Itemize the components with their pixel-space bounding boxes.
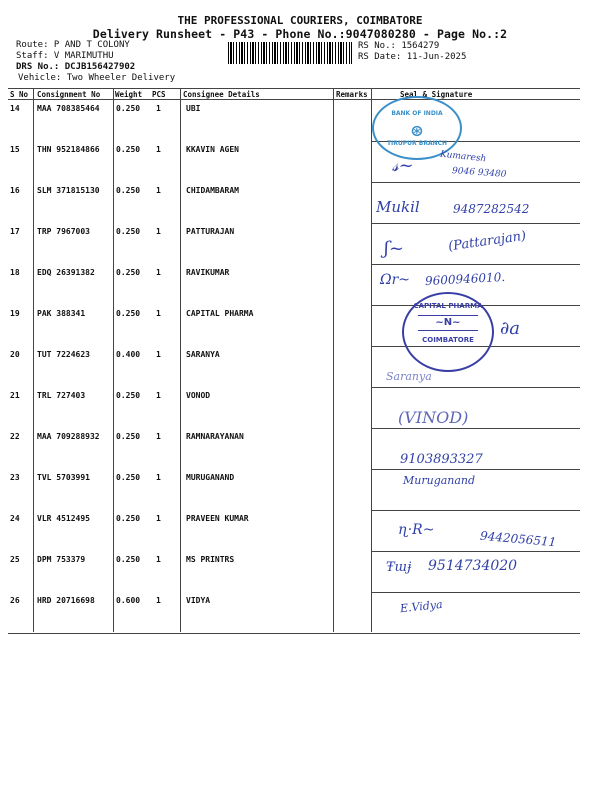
cell-consignee: PATTURAJAN [186, 227, 235, 236]
cell-weight: 0.400 [116, 350, 141, 359]
sig-mukil-phone: 9487282542 [453, 202, 530, 216]
cell-consignment: TRP 7967003 [37, 227, 90, 236]
cell-weight: 0.250 [116, 227, 141, 236]
bank-stamp-branch: TIRUPUR BRANCH [386, 140, 448, 147]
col-header-weight: Weight [115, 90, 143, 99]
cell-consignment: TUT 7224623 [37, 350, 90, 359]
cell-consignment: EDQ 26391382 [37, 268, 95, 277]
cell-sno: 26 [10, 596, 20, 605]
cell-pcs: 1 [156, 145, 161, 154]
col-header-sno: S No [10, 90, 29, 99]
cell-pcs: 1 [156, 309, 161, 318]
cell-consignee: SARANYA [186, 350, 220, 359]
cell-sno: 15 [10, 145, 20, 154]
sig-pattarajan-initial: ʃ~ [384, 238, 404, 259]
cell-consignment: SLM 371815130 [37, 186, 100, 195]
sig-muruganand: Muruganand [403, 474, 476, 487]
cell-consignment: TRL 727403 [37, 391, 86, 400]
cell-sno: 19 [10, 309, 20, 318]
cell-consignee: UBI [186, 104, 201, 113]
cell-weight: 0.600 [116, 596, 141, 605]
runsheet-subtitle: Delivery Runsheet - P43 - Phone No.:9047080280 - Page No.:2 [92, 27, 508, 41]
cell-weight: 0.250 [116, 309, 141, 318]
cell-pcs: 1 [156, 555, 161, 564]
cell-consignment: VLR 4512495 [37, 514, 90, 523]
cell-sno: 25 [10, 555, 20, 564]
signature-mark: ɳ·R~ [398, 522, 435, 538]
cell-consignee: MURUGANAND [186, 473, 235, 482]
cell-consignment: HRD 20716698 [37, 596, 95, 605]
cell-weight: 0.250 [116, 391, 141, 400]
cell-weight: 0.250 [116, 473, 141, 482]
signature-mark: Ŧɯɉ [386, 560, 412, 575]
col-header-consignee: Consignee Details [183, 90, 260, 99]
table-row [8, 428, 580, 469]
sig-saranya: Saranya [386, 370, 432, 383]
cell-sno: 24 [10, 514, 20, 523]
cell-pcs: 1 [156, 186, 161, 195]
sig-vidya: E.Vidya [399, 597, 444, 616]
cell-consignment: DPM 753379 [37, 555, 86, 564]
table-row [8, 100, 580, 141]
signature-mark: ∂a [500, 318, 521, 339]
cell-weight: 0.250 [116, 268, 141, 277]
cell-pcs: 1 [156, 227, 161, 236]
table-top-border [8, 88, 580, 89]
rs-date: RS Date: 11-Jun-2025 [358, 52, 467, 62]
vehicle-label: Vehicle: Two Wheeler Delivery [18, 73, 176, 83]
sig-praveen-phone: 9442056511 [479, 528, 557, 550]
cell-consignment: PAK 388341 [37, 309, 86, 318]
col-header-pcs: PCS [152, 90, 166, 99]
cell-sno: 16 [10, 186, 20, 195]
cell-consignee: VIDYA [186, 596, 211, 605]
cell-weight: 0.250 [116, 104, 141, 113]
table-row [8, 346, 580, 387]
cell-sno: 22 [10, 432, 20, 441]
rs-number: RS No.: 1564279 [358, 41, 440, 51]
cell-consignee: CHIDAMBARAM [186, 186, 239, 195]
table-row [8, 469, 580, 510]
cell-sno: 21 [10, 391, 20, 400]
signature-mark: Ωr~ [380, 272, 411, 288]
cell-pcs: 1 [156, 473, 161, 482]
cell-consignment: THN 952184866 [37, 145, 100, 154]
cell-pcs: 1 [156, 514, 161, 523]
cell-consignment: TVL 5703991 [37, 473, 90, 482]
table-row [8, 387, 580, 428]
sig-mukil: Mukil [376, 198, 420, 216]
cell-weight: 0.250 [116, 186, 141, 195]
cell-weight: 0.250 [116, 145, 141, 154]
drs-number: DRS No.: DCJB156427902 [16, 62, 136, 72]
cell-pcs: 1 [156, 391, 161, 400]
barcode [228, 42, 352, 64]
cell-sno: 18 [10, 268, 20, 277]
sig-vinod: (VINOD) [398, 408, 469, 427]
cell-weight: 0.250 [116, 432, 141, 441]
col-header-remarks: Remarks [336, 90, 368, 99]
sig-kumaresh-phone: 9046 93480 [451, 166, 507, 180]
sig-kumaresh: Kumaresh [439, 149, 487, 165]
sig-ramnarayanan-phone: 9103893327 [400, 452, 483, 467]
cell-pcs: 1 [156, 350, 161, 359]
cell-weight: 0.250 [116, 514, 141, 523]
pharma-stamp [402, 292, 494, 372]
cell-pcs: 1 [156, 432, 161, 441]
cell-consignee: KKAVIN AGEN [186, 145, 239, 154]
sig-ravikumar-phone: 9600946010. [424, 269, 506, 289]
cell-consignee: MS PRINTRS [186, 555, 235, 564]
col-header-seal: Seal & Signature [400, 90, 473, 99]
table-row [8, 592, 580, 633]
signature-mark: 𝓈~ [392, 155, 414, 176]
cell-consignee: CAPITAL PHARMA [186, 309, 254, 318]
cell-sno: 20 [10, 350, 20, 359]
pharma-stamp-top: CAPITAL PHARMA [413, 302, 483, 310]
table-row [8, 305, 580, 346]
cell-sno: 23 [10, 473, 20, 482]
row-divider [8, 633, 580, 634]
staff-label: Staff: V MARIMUTHU [16, 51, 114, 61]
cell-consignee: VONOD [186, 391, 211, 400]
bank-logo-icon: ⊛ [410, 121, 424, 140]
cell-pcs: 1 [156, 268, 161, 277]
cell-sno: 17 [10, 227, 20, 236]
cell-pcs: 1 [156, 596, 161, 605]
cell-consignee: PRAVEEN KUMAR [186, 514, 249, 523]
company-title: THE PROFESSIONAL COURIERS, COIMBATORE [177, 14, 423, 27]
cell-consignment: MAA 709288932 [37, 432, 100, 441]
sig-msprintrs-phone: 9514734020 [428, 558, 518, 574]
pharma-stamp-scribble: ~N~ [418, 315, 478, 331]
bank-stamp-text: BANK OF INDIA [391, 110, 443, 117]
cell-sno: 14 [10, 104, 20, 113]
cell-weight: 0.250 [116, 555, 141, 564]
cell-consignee: RAVIKUMAR [186, 268, 230, 277]
pharma-stamp-bottom: COIMBATORE [422, 336, 474, 344]
col-header-consignment: Consignment No [37, 90, 101, 99]
cell-consignment: MAA 708385464 [37, 104, 100, 113]
sig-pattarajan: (Pattarajan) [447, 228, 528, 255]
cell-consignee: RAMNARAYANAN [186, 432, 244, 441]
cell-pcs: 1 [156, 104, 161, 113]
route-label: Route: P AND T COLONY [16, 40, 130, 50]
